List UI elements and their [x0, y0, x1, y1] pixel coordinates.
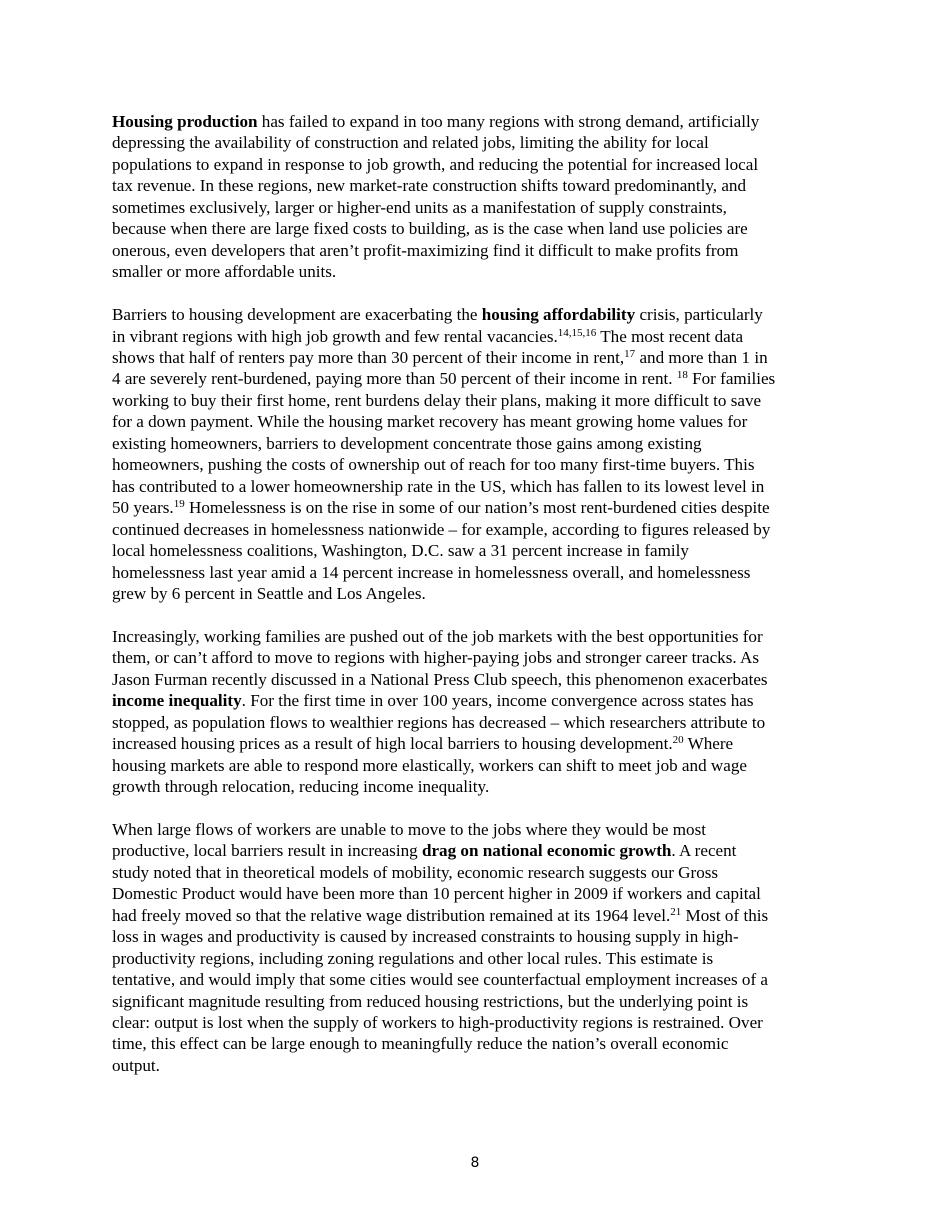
text-line [112, 562, 836, 583]
text-run: productivity regions, including zoning regulations and other local rules. This estimate is [112, 948, 714, 968]
text-run: in vibrant regions with high job growth and few rental vacancies. [112, 326, 558, 346]
footnote-reference: 14,15,16 [557, 326, 597, 339]
text-run: housing markets are able to respond more elastically, workers can shift to meet job and wage [112, 755, 747, 775]
text-line [112, 497, 836, 518]
text-run: them, or can’t afford to move to regions with higher-paying jobs and stronger career tracks. As [112, 648, 759, 668]
paragraph-3 [112, 626, 836, 798]
text-line [112, 175, 836, 196]
text-line [112, 862, 836, 883]
text-line [112, 326, 836, 347]
text-line [112, 969, 836, 990]
text-line [112, 883, 836, 904]
footnote-reference: 21 [670, 905, 682, 918]
text-run: . A recent [671, 841, 737, 861]
bold-term: income inequality [112, 691, 242, 711]
paragraph-2 [112, 304, 836, 604]
text-line [112, 519, 836, 540]
text-line [112, 1012, 836, 1033]
text-run: homeowners, pushing the costs of ownership out of reach for too many first-time buyers. This [112, 455, 755, 475]
text-line [112, 1033, 836, 1054]
text-run: increased housing prices as a result of high local barriers to housing development. [112, 734, 673, 754]
text-run: 4 are severely rent-burdened, paying more than 50 percent of their income in rent. [112, 369, 677, 389]
text-line [112, 776, 836, 797]
text-line [112, 240, 836, 261]
text-run: output. [112, 1055, 160, 1075]
text-run: Most of this [681, 905, 769, 925]
page-number: 8 [470, 1155, 480, 1171]
text-line [112, 540, 836, 561]
text-run: Homelessness is on the rise in some of our nation’s most rent-burdened cities despite [184, 498, 770, 518]
text-line [112, 261, 836, 282]
footnote-reference: 19 [173, 498, 185, 511]
text-run: tentative, and would imply that some cities would see counterfactual employment increases of a [112, 970, 769, 990]
text-run: had freely moved so that the relative wage distribution remained at its 1964 level. [112, 905, 671, 925]
text-run: smaller or more affordable units. [112, 262, 337, 282]
text-line [112, 819, 836, 840]
text-run: For families [687, 369, 776, 389]
text-run: because when there are large fixed costs to building, as is the case when land use policies are [112, 219, 748, 239]
text-run: Jason Furman recently discussed in a National Press Club speech, this phenomenon exacerbates [112, 669, 768, 689]
text-run: loss in wages and productivity is caused by increased constraints to housing supply in high- [112, 927, 739, 947]
text-line [112, 111, 836, 132]
text-line [112, 733, 836, 754]
text-line [112, 368, 836, 389]
text-run: productive, local barriers result in increasing [112, 841, 422, 861]
text-line [112, 132, 836, 153]
text-run: study noted that in theoretical models of mobility, economic research suggests our Gross [112, 862, 719, 882]
text-line [112, 948, 836, 969]
text-line [112, 390, 836, 411]
text-line [112, 905, 836, 926]
text-run: crisis, particularly [635, 305, 763, 325]
text-run: for a down payment. While the housing market recovery has meant growing home values for [112, 412, 748, 432]
text-run: homelessness last year amid a 14 percent increase in homelessness overall, and homelessness [112, 562, 751, 582]
text-run: has contributed to a lower homeownership rate in the US, which has fallen to its lowest level in [112, 476, 765, 496]
text-run: depressing the availability of construction and related jobs, limiting the ability for local [112, 133, 709, 153]
paragraph-4 [112, 819, 836, 1076]
text-line [112, 1055, 836, 1076]
text-run: growth through relocation, reducing income inequality. [112, 777, 490, 797]
text-line [112, 411, 836, 432]
text-line [112, 840, 836, 861]
document-body [112, 111, 836, 1098]
text-line [112, 755, 836, 776]
text-run: grew by 6 percent in Seattle and Los Angeles. [112, 583, 426, 603]
text-line [112, 647, 836, 668]
text-line [112, 583, 836, 604]
text-run: Domestic Product would have been more than 10 percent higher in 2009 if workers and capital [112, 884, 761, 904]
text-line [112, 304, 836, 325]
text-line [112, 712, 836, 733]
text-run: Where [683, 734, 734, 754]
bold-term: Housing production [112, 112, 258, 131]
text-line [112, 454, 836, 475]
text-run: has failed to expand in too many regions with strong demand, artificially [257, 112, 760, 131]
text-line [112, 926, 836, 947]
paragraph-1 [112, 111, 836, 283]
text-line [112, 218, 836, 239]
bold-term: housing affordability [481, 305, 636, 325]
text-run: tax revenue. In these regions, new market-rate construction shifts toward predominantly, and [112, 176, 747, 196]
text-run: stopped, as population flows to wealthier regions has decreased – which researchers attribute to [112, 712, 766, 732]
text-line [112, 476, 836, 497]
text-run: When large flows of workers are unable to move to the jobs where they would be most [112, 819, 707, 839]
text-run: significant magnitude resulting from reduced housing restrictions, but the underlying point is [112, 991, 749, 1011]
text-run: time, this effect can be large enough to meaningfully reduce the nation’s overall economic [112, 1034, 729, 1054]
text-run: Increasingly, working families are pushed out of the job markets with the best opportunities for [112, 626, 763, 646]
text-line [112, 991, 836, 1012]
text-run: continued decreases in homelessness nationwide – for example, according to figures released by [112, 519, 771, 539]
text-run: local homelessness coalitions, Washington, D.C. saw a 31 percent increase in family [112, 541, 689, 561]
text-run: clear: output is lost when the supply of workers to high-productivity regions is restrained. Over [112, 1012, 763, 1032]
footnote-reference: 17 [624, 347, 636, 360]
footnote-reference: 20 [672, 734, 684, 747]
text-run: The most recent data [596, 326, 744, 346]
text-line [112, 690, 836, 711]
text-run: shows that half of renters pay more than 30 percent of their income in rent, [112, 347, 625, 367]
text-run: onerous, even developers that aren’t profit-maximizing find it difficult to make profits from [112, 240, 739, 260]
text-run: 50 years. [112, 498, 174, 518]
text-run: working to buy their first home, rent burdens delay their plans, making it more difficult to save [112, 390, 762, 410]
bold-term: drag on national economic growth [421, 841, 672, 861]
text-line [112, 626, 836, 647]
text-line [112, 433, 836, 454]
text-run: Barriers to housing development are exacerbating the [112, 305, 482, 325]
text-line [112, 197, 836, 218]
text-run: and more than 1 in [635, 347, 768, 367]
text-run: . For the first time in over 100 years, income convergence across states has [241, 691, 754, 711]
text-run: sometimes exclusively, larger or higher-end units as a manifestation of supply constraints, [112, 197, 727, 217]
footnote-reference: 18 [676, 369, 688, 382]
text-line [112, 347, 836, 368]
text-line [112, 669, 836, 690]
text-line [112, 154, 836, 175]
text-run: existing homeowners, barriers to development concentrate those gains among existing [112, 433, 702, 453]
text-run: populations to expand in response to job growth, and reducing the potential for increased local [112, 154, 759, 174]
